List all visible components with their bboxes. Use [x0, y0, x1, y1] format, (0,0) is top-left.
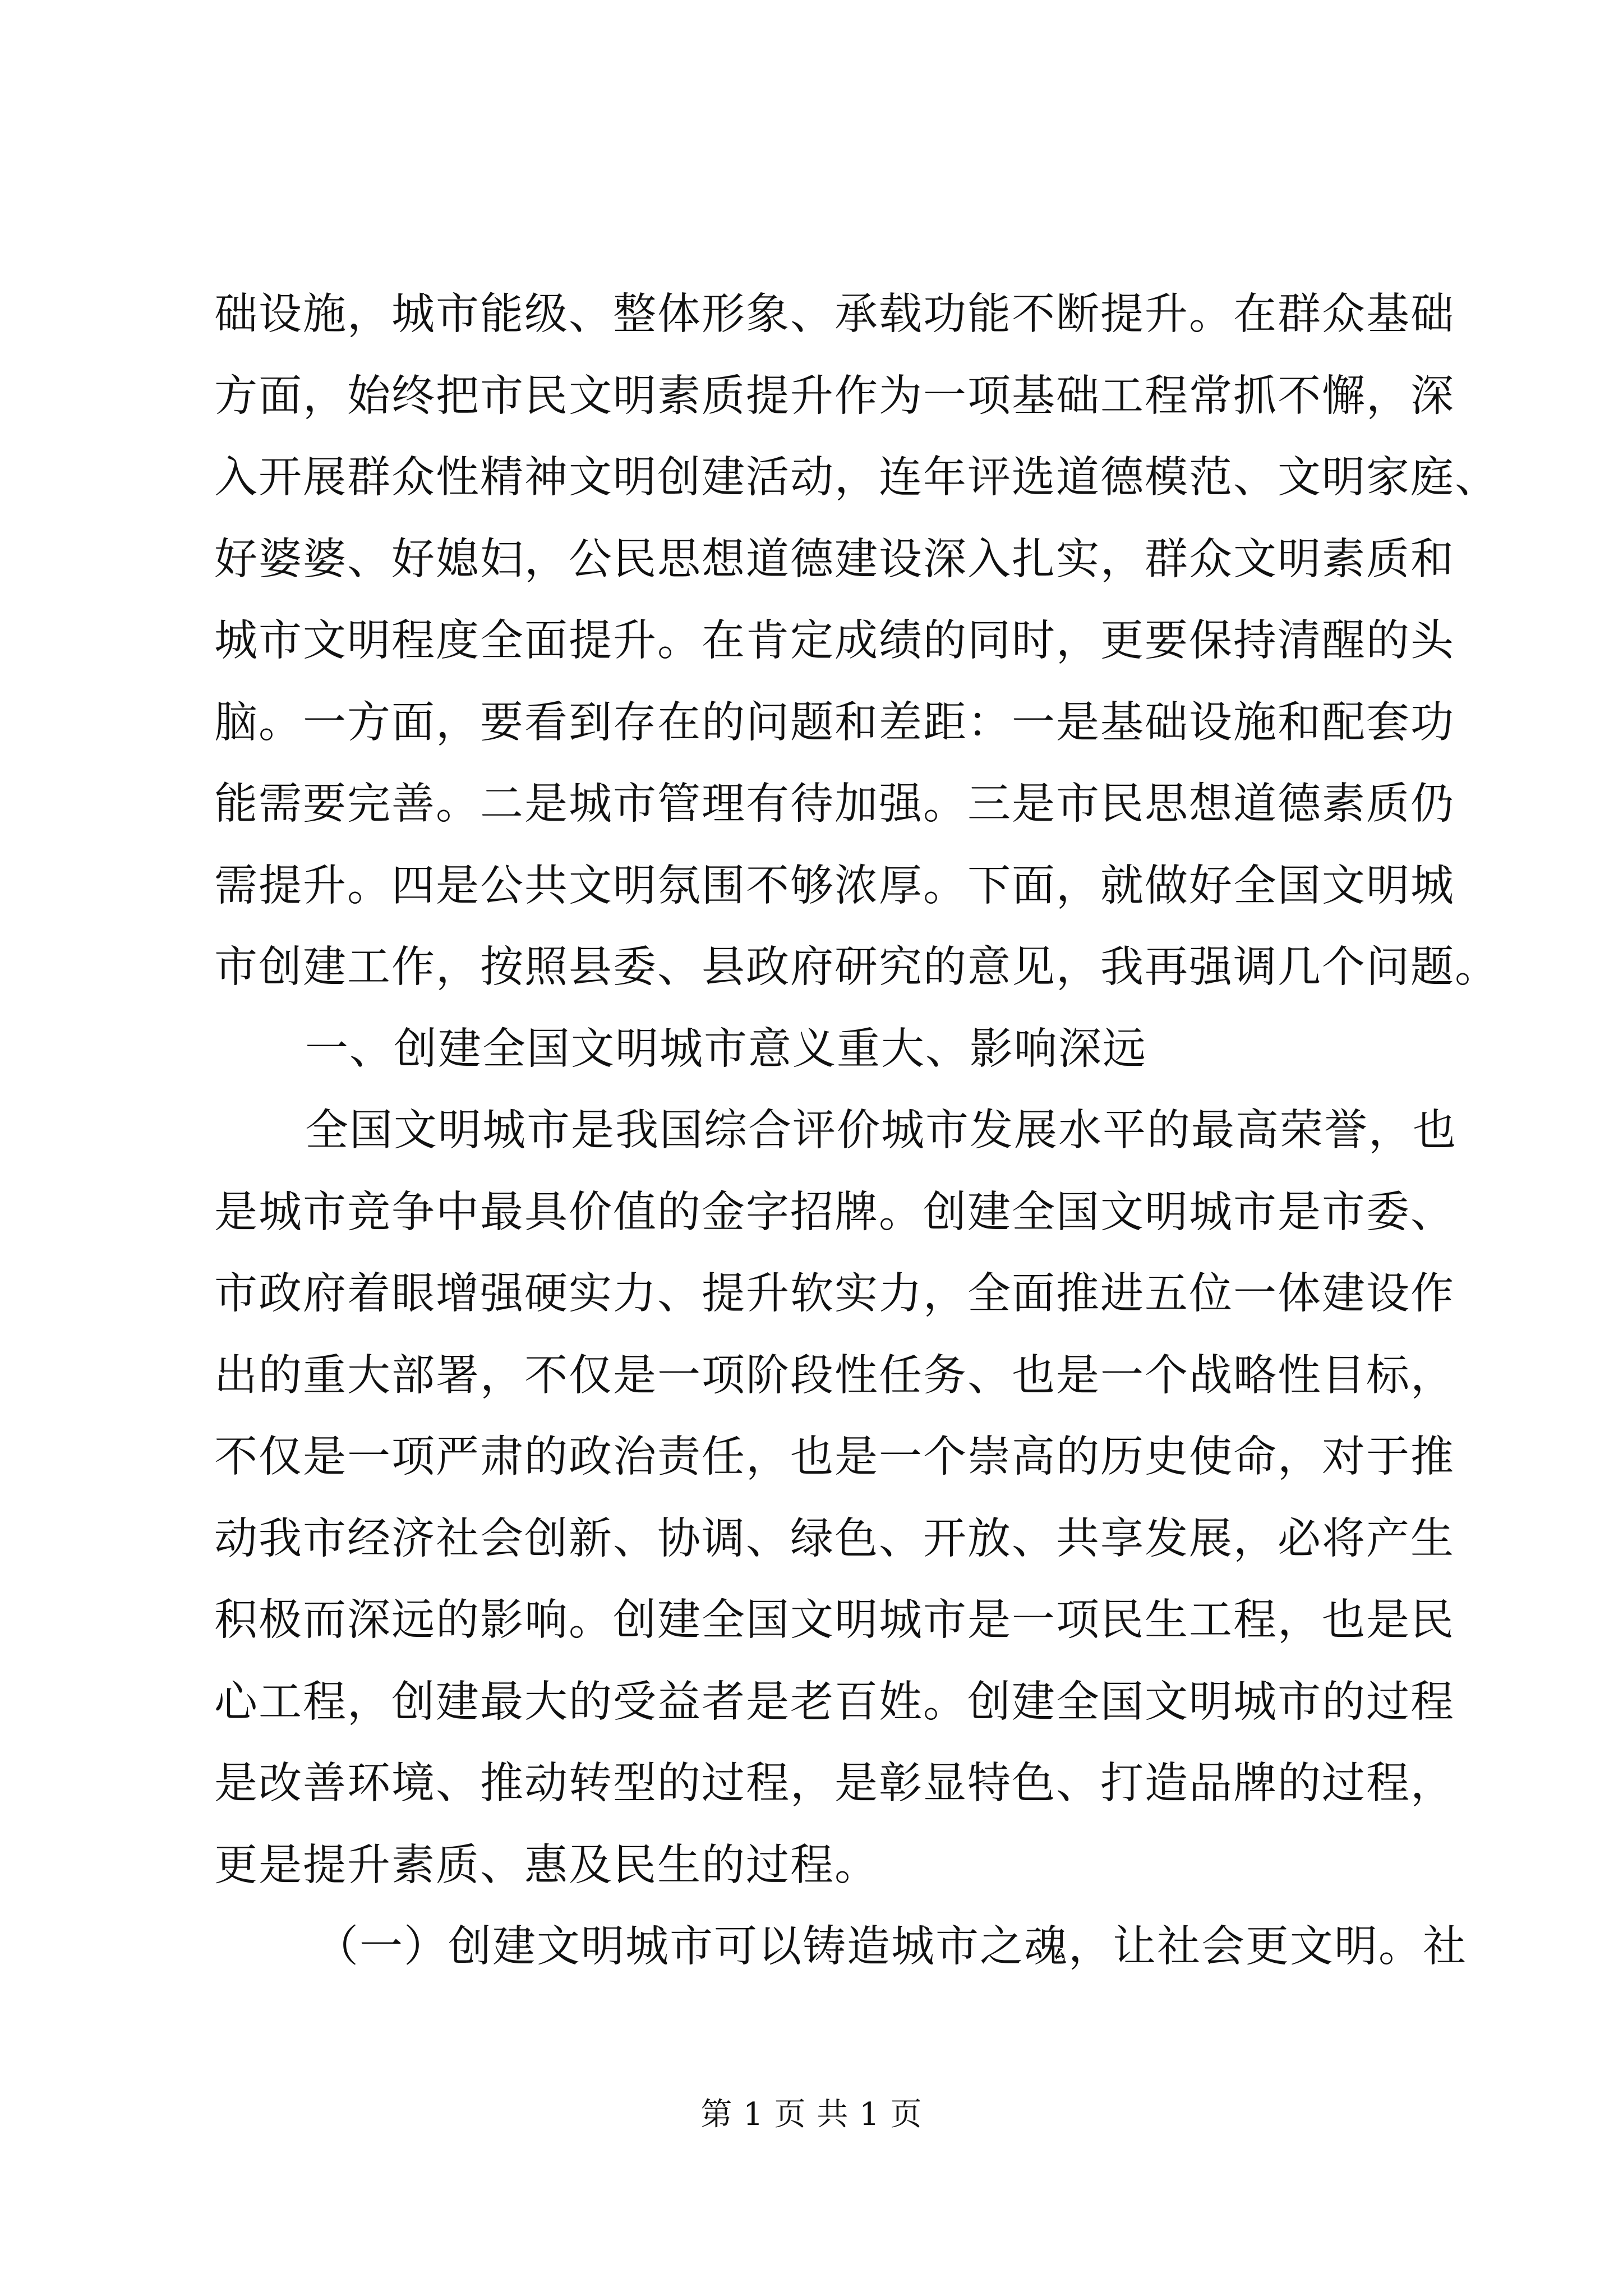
body-line: 积极而深远的影响。创建全国文明城市是一项民生工程，也是民 [214, 1595, 1455, 1645]
body-line: 心工程，创建最大的受益者是老百姓。创建全国文明城市的过程 [214, 1677, 1455, 1727]
body-line: 更是提升素质、惠及民生的过程。 [214, 1840, 879, 1890]
body-line: 是改善环境、推动转型的过程，是彰显特色、打造品牌的过程， [214, 1759, 1455, 1809]
body-line: 能需要完善。二是城市管理有待加强。三是市民思想道德素质仍 [214, 779, 1455, 829]
page-number: 第 1 页 共 1 页 [700, 2096, 923, 2133]
body-line: 出的重大部署，不仅是一项阶段性任务、也是一个战略性目标， [214, 1350, 1455, 1401]
body-line: 全国文明城市是我国综合评价城市发展水平的最高荣誉，也 [305, 1106, 1457, 1156]
section-heading: 一、创建全国文明城市意义重大、影响深远 [305, 1024, 1147, 1074]
subsection-heading: （一）创建文明城市可以铸造城市之魂，让社会更文明。社 [315, 1922, 1467, 1972]
body-line: 动我市经济社会创新、协调、绿色、开放、共享发展，必将产生 [214, 1513, 1455, 1564]
body-line: 础设施，城市能级、整体形象、承载功能不断提升。在群众基础 [214, 289, 1455, 339]
page-footer [0, 2095, 1623, 2134]
body-line: 市创建工作，按照县委、县政府研究的意见，我再强调几个问题。 [214, 942, 1499, 992]
body-line: 是城市竞争中最具价值的金字招牌。创建全国文明城市是市委、 [214, 1187, 1455, 1237]
body-line: 市政府着眼增强硬实力、提升软实力，全面推进五位一体建设作 [214, 1269, 1455, 1319]
body-line: 脑。一方面，要看到存在的问题和差距：一是基础设施和配套功 [214, 697, 1455, 748]
body-line: 不仅是一项严肃的政治责任，也是一个崇高的历史使命，对于推 [214, 1432, 1455, 1482]
body-line: 需提升。四是公共文明氛围不够浓厚。下面，就做好全国文明城 [214, 861, 1455, 911]
body-line: 城市文明程度全面提升。在肯定成绩的同时，更要保持清醒的头 [214, 616, 1455, 666]
body-line: 方面，始终把市民文明素质提升作为一项基础工程常抓不懈，深 [214, 371, 1455, 421]
body-line: 好婆婆、好媳妇，公民思想道德建设深入扎实，群众文明素质和 [214, 534, 1455, 585]
body-line: 入开展群众性精神文明创建活动，连年评选道德模范、文明家庭、 [214, 453, 1499, 503]
document-body [214, 274, 1499, 1988]
